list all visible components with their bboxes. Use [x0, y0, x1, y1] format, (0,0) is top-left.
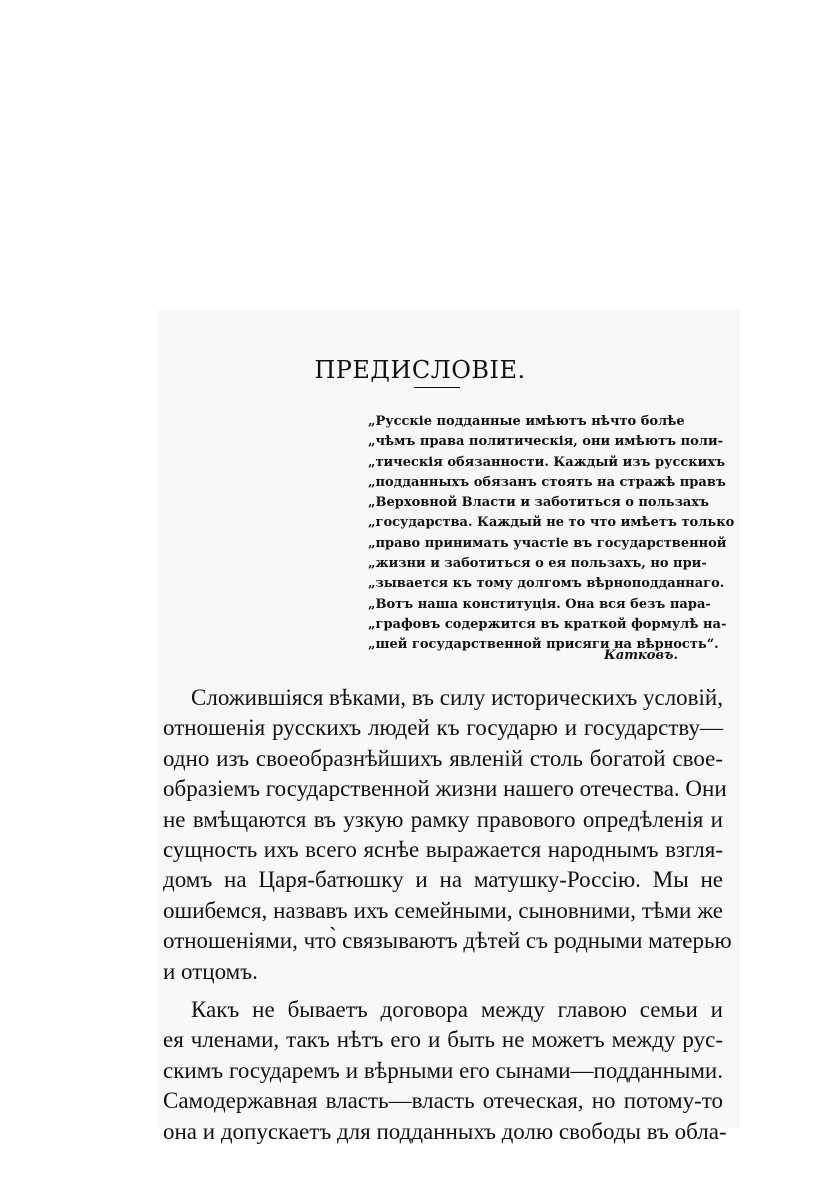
epigraph-line: „подданныхъ обязанъ стоять на стражѣ правъ [368, 474, 726, 490]
body-line: не вмѣщаются въ узкую рамку правового опредѣленія и [163, 806, 723, 832]
epigraph-line: „Верховной Власти и заботиться о пользахъ [368, 495, 710, 511]
epigraph-line: „право принимать участіе въ государственной [368, 535, 727, 551]
page-title: ПРЕДИСЛОВІЕ. [314, 356, 526, 385]
body-line: домъ на Царя-батюшку и на матушку-Россію. Мы не [163, 867, 723, 893]
paragraph-2 [163, 995, 727, 1147]
body-line: ея членами, такъ нѣтъ его и быть не можетъ между рус- [163, 1027, 723, 1053]
body-text [163, 683, 732, 1147]
epigraph-line: „графовъ содержится въ краткой формулѣ на- [368, 616, 727, 632]
body-line: и отцомъ. [163, 958, 258, 984]
epigraph-line: „зывается къ тому долгомъ вѣрноподданнаго. [368, 576, 725, 592]
epigraph-line: „чѣмъ права политическія, они имѣютъ поли- [368, 434, 724, 450]
body-line: Сложившіяся вѣками, въ силу историческихъ условій, [191, 685, 723, 710]
body-line: отношеніями, что̀ связываютъ дѣтей съ родными матерью [163, 928, 732, 954]
body-line: она и допускаетъ для подданныхъ долю свободы въ обла- [163, 1118, 727, 1144]
body-line: одно изъ своеобразнѣйшихъ явленій столь богатой свое- [163, 745, 723, 771]
epigraph-line: „тическія обязанности. Каждый изъ русскихъ [368, 454, 726, 470]
title-divider [414, 387, 460, 388]
body-line: скимъ государемъ и вѣрными его сынами—подданными. [163, 1057, 723, 1083]
body-line: Какъ не бываетъ договора между главою семьи и [191, 997, 723, 1023]
epigraph-line: „государства. Каждый не то что имѣетъ только [368, 515, 735, 531]
body-line: образіемъ государственной жизни нашего отечества. Они [163, 776, 727, 802]
epigraph-line: „жизни и заботиться о ея пользахъ, но при- [368, 556, 707, 572]
epigraph [368, 412, 735, 656]
epigraph-author: Катковъ. [604, 648, 678, 663]
epigraph-line: „шей государственной присяги на вѣрность“. [368, 637, 719, 653]
paragraph-1 [163, 683, 732, 987]
body-line: сущность ихъ всего яснѣе выражается народнымъ взгля- [163, 837, 723, 863]
body-line: Самодержавная власть—власть отеческая, но потому-то [163, 1088, 723, 1114]
body-line: ошибемся, назвавъ ихъ семейными, сыновними, тѣми же [163, 897, 723, 923]
body-line: отношенія русскихъ людей къ государю и государству— [163, 715, 723, 741]
epigraph-line: „Русскіе подданные имѣютъ нѣчто болѣе [368, 414, 685, 429]
epigraph-line: „Вотъ наша конституція. Она вся безъ пара- [368, 596, 711, 612]
